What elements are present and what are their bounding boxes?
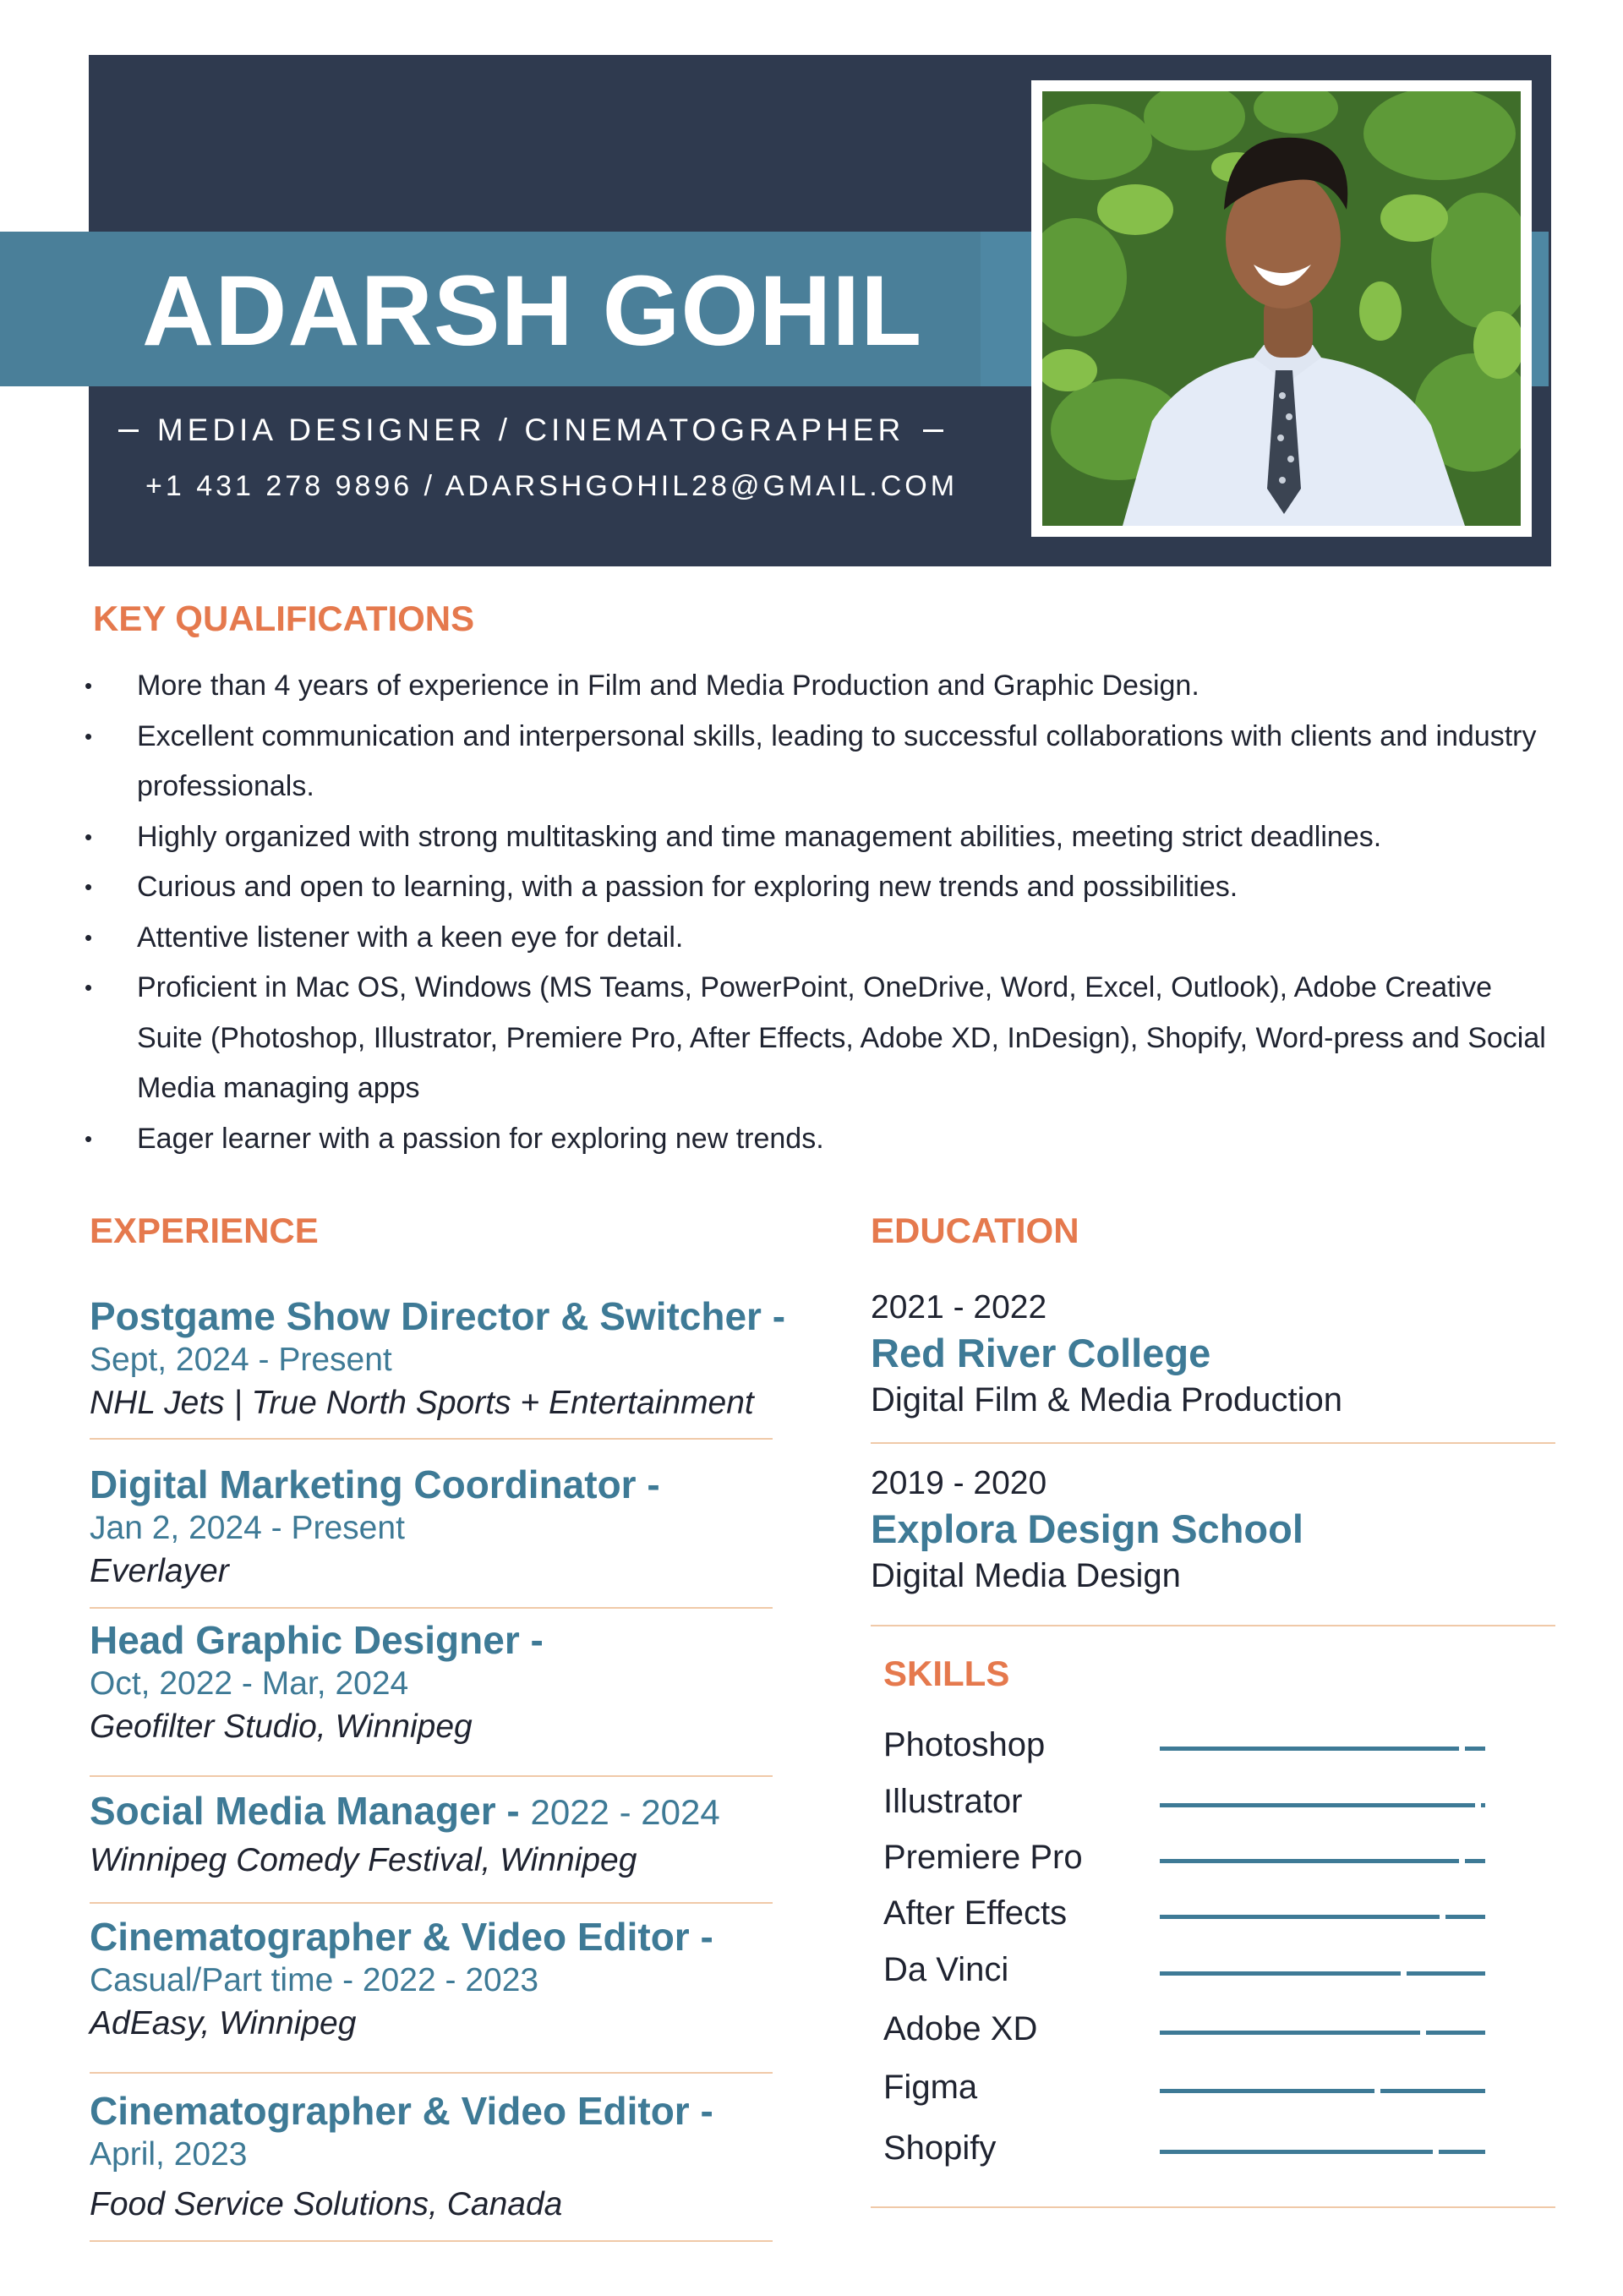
skill-level-remainder xyxy=(1380,2089,1485,2093)
skill-name: Da Vinci xyxy=(883,1951,1009,1988)
education-divider xyxy=(871,1625,1555,1626)
education-entry xyxy=(871,1286,1555,1423)
experience-divider xyxy=(90,1775,773,1777)
skill-level-remainder xyxy=(1407,1971,1485,1976)
experience-role: Social Media Manager - xyxy=(90,1789,520,1833)
skill-row xyxy=(883,1834,1492,1881)
experience-org: NHL Jets | True North Sports + Entertainment xyxy=(90,1385,754,1421)
qualification-item: • Proficient in Mac OS, Windows (MS Teams, PowerPoint, OneDrive, Word, Excel, Outlook), Adobe Creative Suite (Photoshop, Illustrator, Premiere Pro, After Effects, Adobe XD, InDesign), Shopify, Word-press and Social Media managing apps xyxy=(85,963,1555,1114)
experience-divider xyxy=(90,2072,773,2074)
education-years: 2019 - 2020 xyxy=(871,1465,1047,1501)
skill-level-bar xyxy=(1160,2031,1485,2035)
skill-level-fill xyxy=(1160,1971,1401,1976)
job-title-line xyxy=(100,413,962,448)
contact-info: +1 431 278 9896 / ADARSHGOHIL28@GMAIL.COM xyxy=(145,470,959,502)
experience-divider xyxy=(90,1438,773,1440)
qualification-item: • Curious and open to learning, with a passion for exploring new trends and possibilities. xyxy=(85,862,1555,913)
qualification-item: • More than 4 years of experience in Film and Media Production and Graphic Design. xyxy=(85,661,1555,712)
skill-name: Photoshop xyxy=(883,1726,1046,1763)
skill-name: Illustrator xyxy=(883,1783,1023,1820)
experience-divider xyxy=(90,1607,773,1609)
education-program: Digital Film & Media Production xyxy=(871,1381,1342,1419)
skill-level-fill xyxy=(1160,2150,1433,2154)
qualification-item: • Eager learner with a passion for exploring new trends. xyxy=(85,1114,1555,1165)
qualifications-list xyxy=(85,661,1555,1164)
education-divider xyxy=(871,1442,1555,1444)
title-rule-left xyxy=(118,429,139,432)
experience-dates: Oct, 2022 - Mar, 2024 xyxy=(90,1665,409,1702)
skill-level-fill xyxy=(1160,1747,1459,1751)
skill-level-bar xyxy=(1160,1971,1485,1976)
skill-level-fill xyxy=(1160,1859,1459,1863)
skill-row xyxy=(883,2124,1492,2172)
experience-divider xyxy=(90,2240,773,2242)
experience-entry xyxy=(90,1617,773,1749)
experience-divider xyxy=(90,1902,773,1904)
skill-level-remainder xyxy=(1426,2031,1485,2035)
skill-level-remainder xyxy=(1439,2150,1485,2154)
education-heading: EDUCATION xyxy=(871,1211,1079,1250)
qualifications-heading: KEY QUALIFICATIONS xyxy=(93,599,475,638)
profile-photo xyxy=(1042,91,1521,526)
experience-org: Winnipeg Comedy Festival, Winnipeg xyxy=(90,1842,637,1878)
skill-level-bar xyxy=(1160,1859,1485,1863)
skill-row xyxy=(883,1778,1492,1825)
experience-entry xyxy=(90,2088,773,2227)
experience-dates: 2022 - 2024 xyxy=(530,1792,720,1832)
experience-dates: Jan 2, 2024 - Present xyxy=(90,1510,405,1546)
portrait-illustration xyxy=(1042,91,1521,526)
experience-role-line xyxy=(90,1788,773,1835)
skill-level-bar xyxy=(1160,2089,1485,2093)
title-rule-right xyxy=(923,429,943,432)
experience-org: AdEasy, Winnipeg xyxy=(90,2005,357,2042)
skill-name: Shopify xyxy=(883,2129,997,2167)
skill-name: Adobe XD xyxy=(883,2010,1038,2047)
experience-org: Everlayer xyxy=(90,1553,229,1589)
skill-name: Premiere Pro xyxy=(883,1839,1083,1876)
skill-level-fill xyxy=(1160,2089,1374,2093)
skill-level-fill xyxy=(1160,2031,1420,2035)
skills-heading: SKILLS xyxy=(883,1654,1010,1693)
education-school: Red River College xyxy=(871,1331,1211,1375)
skill-name: Figma xyxy=(883,2069,978,2106)
qualification-item: • Excellent communication and interpersonal skills, leading to successful collaborations with clients and industry professionals. xyxy=(85,712,1555,812)
experience-role: Head Graphic Designer - xyxy=(90,1618,544,1662)
skill-level-bar xyxy=(1160,1915,1485,1919)
skill-level-fill xyxy=(1160,1915,1440,1919)
experience-entry xyxy=(90,1914,773,2046)
experience-entry xyxy=(90,1293,786,1425)
experience-role: Postgame Show Director & Switcher - xyxy=(90,1294,786,1338)
experience-org: Food Service Solutions, Canada xyxy=(90,2186,563,2222)
skill-level-bar xyxy=(1160,1803,1485,1807)
experience-heading: EXPERIENCE xyxy=(90,1211,319,1250)
qualification-item: • Attentive listener with a keen eye for detail. xyxy=(85,913,1555,964)
experience-role: Cinematographer & Video Editor - xyxy=(90,2089,713,2133)
experience-org: Geofilter Studio, Winnipeg xyxy=(90,1708,473,1745)
skill-row xyxy=(883,1721,1492,1768)
experience-role: Digital Marketing Coordinator - xyxy=(90,1462,660,1506)
education-program: Digital Media Design xyxy=(871,1557,1181,1594)
skill-row xyxy=(883,2064,1492,2111)
skill-level-remainder xyxy=(1465,1859,1485,1863)
experience-dates: Casual/Part time - 2022 - 2023 xyxy=(90,1962,539,1998)
qualification-item: • Highly organized with strong multitasking and time management abilities, meeting strict deadlines. xyxy=(85,812,1555,863)
skill-name: After Effects xyxy=(883,1894,1068,1932)
skills-divider xyxy=(871,2206,1555,2208)
experience-dates: April, 2023 xyxy=(90,2136,248,2173)
skill-level-fill xyxy=(1160,1803,1475,1807)
skill-level-remainder xyxy=(1465,1747,1485,1751)
experience-role: Cinematographer & Video Editor - xyxy=(90,1915,713,1959)
education-entry xyxy=(871,1462,1555,1599)
experience-dates: Sept, 2024 - Present xyxy=(90,1342,392,1378)
candidate-name: ADARSH GOHIL xyxy=(142,255,923,367)
skill-row xyxy=(883,1889,1492,1937)
skill-row xyxy=(883,2005,1492,2053)
education-years: 2021 - 2022 xyxy=(871,1289,1047,1326)
skill-level-remainder xyxy=(1445,1915,1485,1919)
skill-row xyxy=(883,1946,1492,1993)
skill-level-remainder xyxy=(1481,1803,1485,1807)
skill-level-bar xyxy=(1160,1747,1485,1751)
skill-level-bar xyxy=(1160,2150,1485,2154)
experience-entry xyxy=(90,1788,773,1883)
experience-entry xyxy=(90,1462,773,1594)
education-school: Explora Design School xyxy=(871,1506,1303,1551)
job-title: MEDIA DESIGNER / CINEMATOGRAPHER xyxy=(156,413,905,447)
